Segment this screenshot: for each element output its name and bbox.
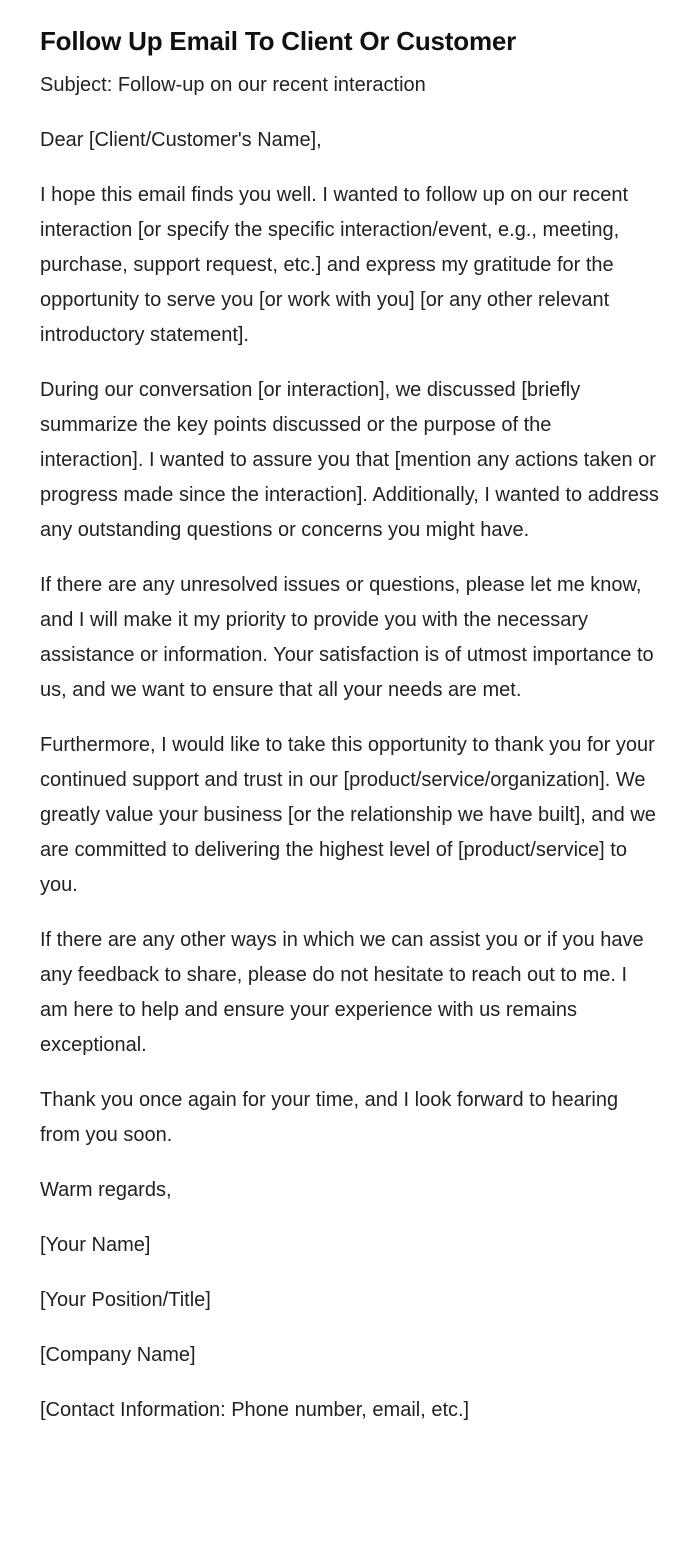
email-greeting: Dear [Client/Customer's Name], <box>40 129 322 151</box>
body-paragraph-2: During our conversation [or interaction], we discussed [briefly summarize the key points discussed or the purpose of the interaction]. I wanted to assure you that [mention any actions taken or progress made since the interaction]. Additionally, I wanted to address any outstanding questions or concerns you might have. <box>40 379 659 541</box>
page-title: Follow Up Email To Client Or Customer <box>40 26 517 56</box>
body-paragraph-6: Thank you once again for your time, and I look forward to hearing from you soon. <box>40 1089 619 1146</box>
body-paragraph-1: I hope this email finds you well. I wanted to follow up on our recent interaction [or specify the specific interaction/event, e.g., meeting, purchase, support request, etc.] and express my gratitude for the opportunity to serve you [or work with you] [or any other relevant introductory statement]. <box>40 184 629 346</box>
signature-contact: [Contact Information: Phone number, email, etc.] <box>40 1399 470 1421</box>
email-closing: Warm regards, <box>40 1179 172 1201</box>
body-paragraph-5: If there are any other ways in which we can assist you or if you have any feedback to share, please do not hesitate to reach out to me. I am here to help and ensure your experience with us remains exceptional. <box>40 929 644 1056</box>
email-subject: Subject: Follow-up on our recent interaction <box>40 74 426 96</box>
signature-name: [Your Name] <box>40 1234 151 1256</box>
signature-company: [Company Name] <box>40 1344 196 1366</box>
signature-position: [Your Position/Title] <box>40 1289 211 1311</box>
body-paragraph-4: Furthermore, I would like to take this opportunity to thank you for your continued support and trust in our [product/service/organization]. We greatly value your business [or the relationship we have built], and we are committed to delivering the highest level of [product/service] to you. <box>40 734 656 896</box>
body-paragraph-3: If there are any unresolved issues or questions, please let me know, and I will make it my priority to provide you with the necessary assistance or information. Your satisfaction is of utmost importance to us, and we want to ensure that all your needs are met. <box>40 574 654 701</box>
